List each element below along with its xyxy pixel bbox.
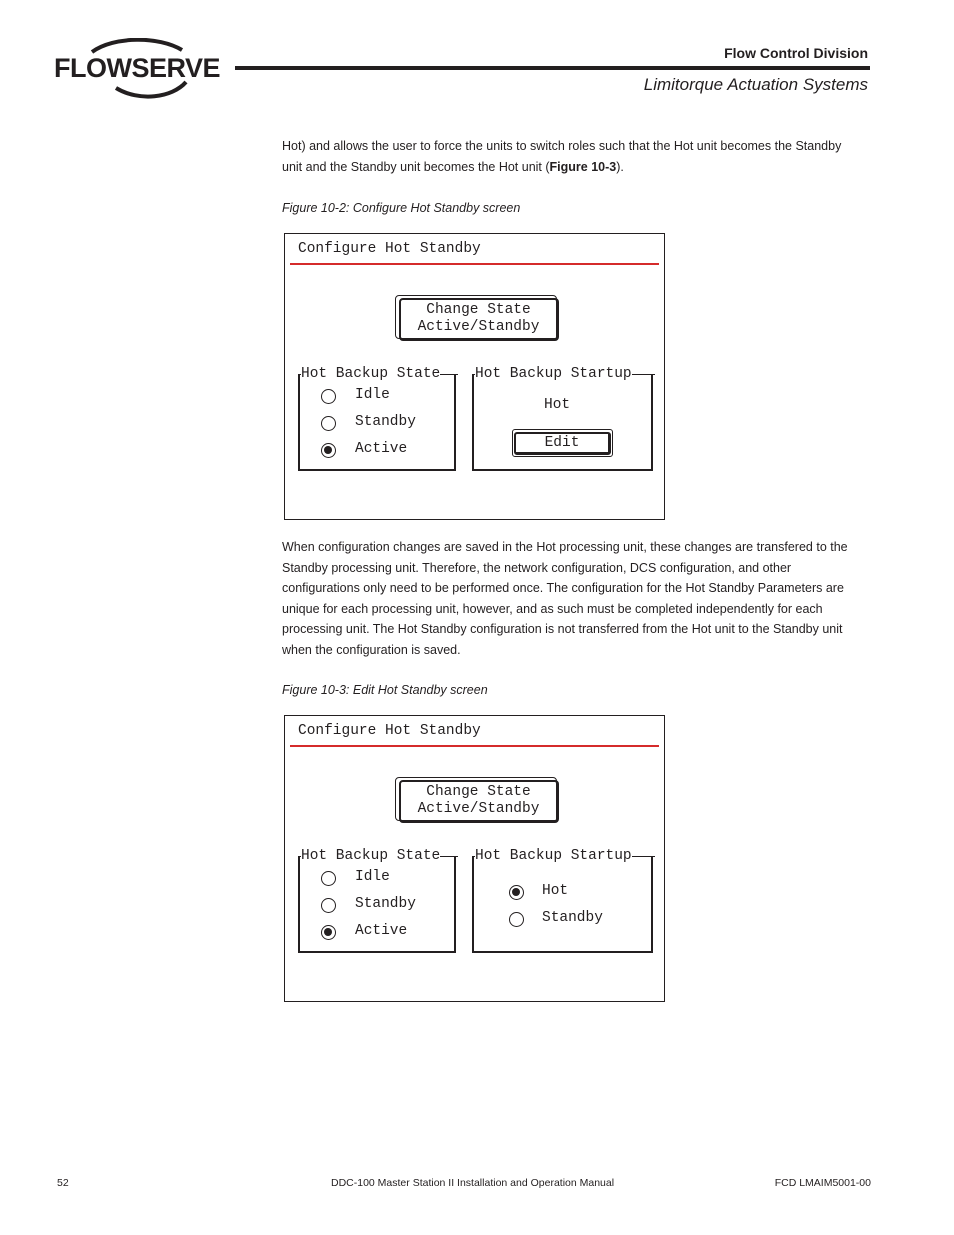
body-paragraph	[282, 537, 862, 660]
figure-reference: Figure 10-3	[549, 159, 617, 174]
intro-paragraph	[282, 136, 862, 177]
body-text: When configuration changes are saved in the Hot processing unit, these changes are transfered to the Standby processing unit. Therefore, the network configuration, DCS configuration, and other configurations only need to be performed once. The configuration for the Hot Standby Parameters are unique for each processing unit, however, and as such must be completed independently for each processing unit. The Hot Standby configuration is not transferred from the Hot unit to the Standby unit when the configuration is saved.	[282, 540, 848, 657]
radio-startup-hot[interactable]	[509, 885, 524, 900]
group-corner	[298, 374, 300, 380]
option-label: Active	[355, 923, 408, 939]
group-corner	[298, 856, 300, 862]
group-label: Hot Backup State	[301, 848, 441, 864]
group-label: Hot Backup Startup	[475, 848, 632, 864]
radio-standby[interactable]	[321, 416, 336, 431]
hot-backup-state-group	[298, 848, 456, 953]
option-label: Standby	[355, 896, 416, 912]
change-state-button[interactable]	[399, 780, 559, 823]
configure-hot-standby-screen	[284, 233, 665, 520]
change-state-button[interactable]	[399, 298, 559, 341]
radio-active[interactable]	[321, 443, 336, 458]
group-label: Hot Backup State	[301, 366, 441, 382]
hot-backup-startup-group	[472, 366, 653, 471]
radio-active[interactable]	[321, 925, 336, 940]
option-label: Standby	[355, 414, 416, 430]
option-label: Hot	[542, 883, 569, 899]
screen-title: Configure Hot Standby	[298, 241, 481, 257]
group-corner	[651, 374, 653, 380]
group-corner	[472, 856, 474, 862]
header-subtitle: Limitorque Actuation Systems	[643, 75, 868, 94]
screen-title: Configure Hot Standby	[298, 723, 481, 739]
document-code: FCD LMAIM5001-00	[774, 1177, 871, 1189]
division-name: Flow Control Division	[724, 45, 868, 61]
button-label-line2: Active/Standby	[417, 801, 540, 817]
option-label: Idle	[355, 869, 390, 885]
option-label: Standby	[542, 910, 603, 926]
radio-idle[interactable]	[321, 871, 336, 886]
startup-value: Hot	[544, 397, 571, 413]
title-underline	[290, 263, 659, 265]
group-corner	[454, 856, 456, 862]
group-corner	[651, 856, 653, 862]
option-label: Idle	[355, 387, 390, 403]
hot-backup-state-group	[298, 366, 456, 471]
intro-text-end: ).	[616, 159, 624, 174]
hot-backup-startup-group	[472, 848, 653, 953]
header-rule	[235, 66, 870, 70]
logo-wordmark: FLOWSERVE	[54, 53, 221, 83]
edit-hot-standby-screen	[284, 715, 665, 1002]
flowserve-logo	[54, 38, 221, 100]
intro-text: Hot) and allows the user to force the units to switch roles such that the Hot unit becomes the Standby unit and the Standby unit becomes the Hot unit (	[282, 139, 842, 174]
radio-standby[interactable]	[321, 898, 336, 913]
button-label-line2: Active/Standby	[417, 319, 540, 335]
radio-startup-standby[interactable]	[509, 912, 524, 927]
title-underline	[290, 745, 659, 747]
button-label-line1: Change State	[426, 302, 531, 318]
group-corner	[454, 374, 456, 380]
button-label-line1: Change State	[426, 784, 531, 800]
edit-button[interactable]: Edit	[514, 432, 611, 455]
manual-title: DDC-100 Master Station II Installation and Operation Manual	[331, 1177, 615, 1189]
figure-caption: Figure 10-2: Configure Hot Standby screen	[282, 201, 521, 215]
group-label: Hot Backup Startup	[475, 366, 632, 382]
figure-caption: Figure 10-3: Edit Hot Standby screen	[282, 683, 488, 697]
option-label: Active	[355, 441, 408, 457]
group-corner	[472, 374, 474, 380]
page-number: 52	[57, 1177, 69, 1189]
radio-idle[interactable]	[321, 389, 336, 404]
